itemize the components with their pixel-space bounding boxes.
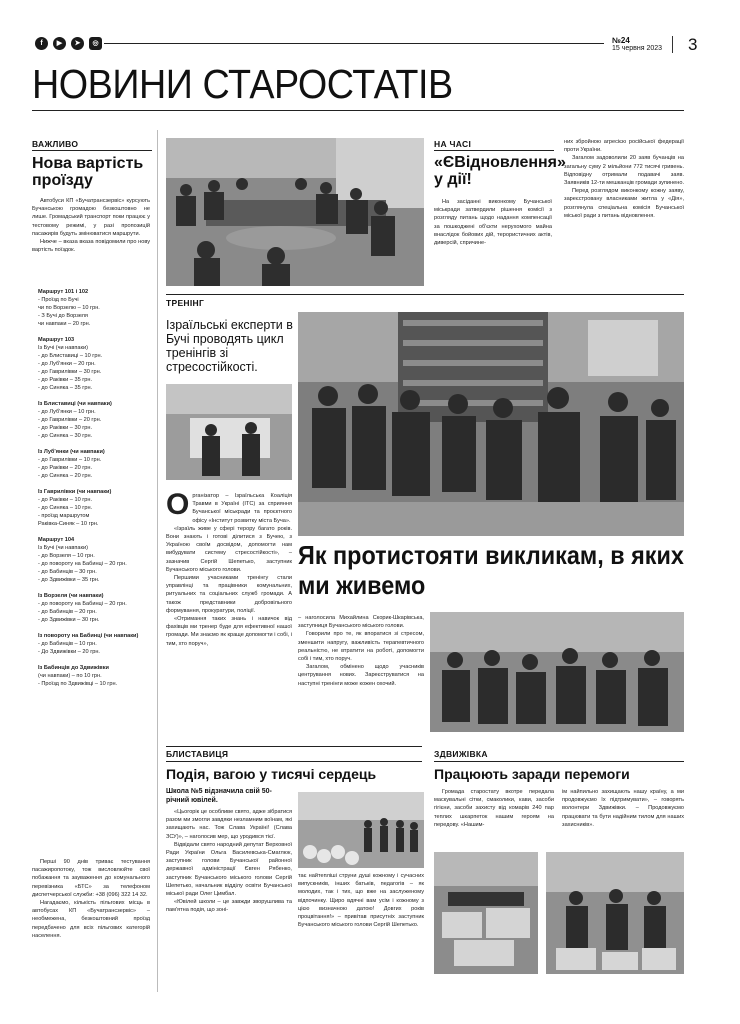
- route-line: - до Здвижівки – 30 грн.: [38, 617, 100, 623]
- training-lead: Ізраїльські експерти в Бучі проводять цикл тренінгів зі стресостійкості.: [166, 318, 293, 374]
- route-line: - до Луб'янки – 10 грн.: [38, 409, 96, 415]
- route-line: - до Бабинців – 10 грн.: [38, 641, 97, 647]
- paragraph: Громада старостату вкотре передала маскувальні сітки, смаколики, кави, засоби гігієни, засоби захисту від комарів 240 пар теплих шкарпеток нашим героям на передову. «Нашим-: [434, 789, 554, 828]
- route-line: - Проїзд по Здвижівці – 10 грн.: [38, 681, 118, 687]
- route-line: - до Раківки – 10 грн.: [38, 497, 93, 503]
- photo-volunteers-group: [546, 852, 684, 974]
- route-line: - до Бабинців – 30 грн.: [38, 569, 97, 575]
- school-col1: [166, 808, 292, 915]
- section-rule: [166, 294, 684, 295]
- route-line: - до повороту на Бабинці – 20 грн.: [38, 561, 127, 567]
- volunteers-col1: [434, 788, 554, 829]
- route-line: чи по Ворзелю – 10 грн.: [38, 305, 100, 311]
- route-title: Із повороту на Бабинці (чи навпаки): [38, 633, 139, 639]
- route-line: чи навпаки – 20 грн.: [38, 321, 91, 327]
- drop-cap: О: [166, 488, 190, 521]
- header-divider: [672, 36, 673, 53]
- masthead: НОВИНИ СТАРОСТАТІВ: [32, 61, 453, 107]
- route-line: - до Раківки – 20 грн.: [38, 465, 93, 471]
- photo-school-anniversary: [298, 792, 424, 868]
- route-title: Маршрут 104: [38, 537, 75, 543]
- route-line: Із Бучі (чи навпаки): [38, 345, 88, 351]
- issue-date: 15 червня 2023: [612, 45, 663, 52]
- section-rule: [166, 761, 422, 762]
- headline-school: Подія, вагою у тисячі сердець: [166, 766, 377, 782]
- route-title: Із Ворзеля (чи навпаки): [38, 593, 104, 599]
- paragraph: На засіданні виконкому Бучанської міськради затвердили рішення комісії з розгляду питань щодо надання компенсації за пошкоджені об'єкти нерухомого майна внаслідок бойових дій, терористичних актів, диверсій, спричине-: [434, 199, 552, 247]
- route-line: (чи навпаки) – по 10 грн.: [38, 673, 102, 679]
- vidnovlennia-col1: [434, 198, 552, 247]
- paragraph: тає найтепліші струни душі кожному і сучасних випускників, інших батьків, педагогів – як молодих, так і тих, що вже на заслуженому відпочинку. Щиро вдячні вам усім і кожному з цією визначною датою! Довгих років процвітання!» – привітав присутніх заступник Бучанського міського голови Сергій Шепетько.: [298, 873, 424, 929]
- section-label-trening: ТРЕНІНГ: [166, 298, 205, 308]
- page-number: 3: [688, 35, 698, 54]
- route-line: - до Раківки – 35 грн.: [38, 377, 93, 383]
- route-title: Маршрут 103: [38, 337, 75, 343]
- fare-intro: [32, 197, 150, 254]
- paragraph: «Цьогорік це особливе свято, адже зібратися разом ми змогли завдяки незламним воїнам, які захищають нас. Тож Слава Україні! (Слава ЗСУ)», – наголосив мер, що уродився тієї.: [166, 809, 292, 840]
- section-rule: [32, 150, 152, 151]
- route-line: - до Синяка – 35 грн.: [38, 385, 93, 391]
- facebook-icon[interactable]: f: [35, 37, 48, 50]
- route-line: - до Гаврилівки – 20 грн.: [38, 417, 102, 423]
- section-rule: [166, 746, 422, 747]
- section-rule: [434, 150, 554, 151]
- photo-trainers: [166, 384, 292, 480]
- route-line: - до Бабинців – 20 грн.: [38, 609, 97, 615]
- headline-fare: Нова вартість проїзду: [32, 155, 144, 189]
- route-line: - З Бучі до Ворзеля: [38, 313, 88, 319]
- photo-training-audience: [298, 312, 684, 536]
- route-line: - до Синяка – 30 грн.: [38, 433, 93, 439]
- route-line: - до Здвижівки – 35 грн.: [38, 577, 100, 583]
- route-line: - до Луб'янки – 20 грн.: [38, 361, 96, 367]
- paragraph: Відвідали свято народний депутат Верховної Ради України Ольга Василевська-Смаглюк, заступник голови Бучанської районної державної адміністрації Євген Рябенко, заступник Бучанського міського голови Сергій Шепетько, начальник відділу освіти Бучанської міської ради Олег Цимбал.: [166, 841, 292, 898]
- training-col1: [166, 488, 292, 648]
- photo-training-group: [430, 612, 684, 732]
- paragraph: Перед розглядом виконкому кожну заяву, зареєстровану власниками житла у «Дія», розглянула спеціальна комісія Бучанської міської ради з питань відновлення.: [564, 188, 684, 219]
- issue-number: №24: [612, 36, 630, 45]
- fare-routes: [38, 288, 156, 688]
- paragraph: рганізатор – Ізраїльська Коаліція Травми в Україні (ІТС) за сприяння Бучанської міськради та проєктного офісу «Інститут розвитку міста Буча».: [192, 493, 292, 524]
- route-line: - проїзд маршрутом: [38, 513, 90, 519]
- headline-training: Як протистояти викликам, в яких ми живемо: [298, 540, 684, 600]
- route-line: - до Синяка – 20 грн.: [38, 473, 93, 479]
- masthead-rule: [32, 110, 684, 111]
- paragraph: ім найпильно захищають нашу країну, а ми продовжуємо їх підтримувати», – говорять волонтери Здвижівки. – Продовжуємо працювати та бути надійним тилом для наших захисників».: [562, 789, 684, 828]
- route-line: Із Бучі (чи навпаки): [38, 545, 88, 551]
- paragraph: них збройною агресією російської федерації проти України.: [564, 139, 684, 154]
- route-line: - до Гаврилівки – 30 грн.: [38, 369, 102, 375]
- route-title: Із Бабинців до Здвижівки: [38, 665, 109, 671]
- paragraph: Загалом задоволили 20 заяв бучанців на загальну суму 2 мільйони 772 тисячі гривень. Відповідну отримали подавачі заяв. Заявників 12-ти мешканців громади зупинено.: [564, 155, 685, 187]
- route-line: - до Синяка – 10 грн.: [38, 505, 93, 511]
- vidnovlennia-col2: [564, 138, 684, 220]
- section-label-na-chasi: НА ЧАСІ: [434, 139, 472, 149]
- school-subhead: Школа №5 відзначила свій 50-річний ювілей.: [166, 788, 272, 804]
- headline-vidnovlennia: «ЄВідновлення» у дії!: [434, 154, 566, 188]
- section-label-vazhlyvo: ВАЖЛИВО: [32, 139, 79, 149]
- route-line: - до Блиставиці – 10 грн.: [38, 353, 103, 359]
- route-line: - До Здвижівки – 20 грн.: [38, 649, 100, 655]
- paragraph: Говорили про те, як впоратися зі стресом, зменшити напругу, важливість терапевтичного реальністю, не втратити на роботі, допомогти собі і тим, хто поруч.: [298, 631, 424, 663]
- fare-outro: [32, 858, 150, 940]
- column-divider: [157, 130, 158, 992]
- photo-volunteer-boxes: [434, 852, 538, 974]
- headline-volunteers: Працюють заради перемоги: [434, 766, 630, 782]
- route-line: - до Раківки – 30 грн.: [38, 425, 93, 431]
- paragraph: «Ювілей школи – це завжди зворушлива та пам'ятна подія, що зоні-: [166, 899, 292, 914]
- route-line: - до Ворзеля – 10 грн.: [38, 553, 95, 559]
- paragraph: Першими учасниками тренінгу стали управлінці та працівники комунальних, ритуальних та соціальних служб громади. А також представники добровільного формування, прокуратури, поліції.: [166, 575, 292, 614]
- school-col2: [298, 872, 424, 929]
- header-rule: [104, 43, 604, 44]
- paragraph: Нагадаємо, кількість пільгових місць в автобусах КП «Бучатрансзервіс» – необмежена, безкоштовний проїзд передбачено для всіх пільгових категорій населення.: [32, 900, 150, 939]
- photo-council-meeting: [166, 138, 424, 286]
- section-rule: [434, 761, 684, 762]
- route-line: - Проїзд по Бучі: [38, 297, 79, 303]
- route-title: Із Гаврилівки (чи навпаки): [38, 489, 112, 495]
- telegram-icon[interactable]: ➤: [71, 37, 84, 50]
- route-line: - до Гаврилівки – 10 грн.: [38, 457, 102, 463]
- volunteers-col2: [562, 788, 684, 829]
- paragraph: Автобуси КП «Бучатрансзервіс» курсують Бучанською громадою безкоштовно не лише. Громадський транспорт поки працює у тестовому режимі, у разі пропозицій пасажирів будуть змінюватися маршрути.: [32, 198, 150, 237]
- paragraph: Нижче – вказа вказа повідомили про нову вартість поїздок.: [32, 239, 150, 254]
- paragraph: Загалом, обмінено щодо учасників центрування нових. Зареєструватися на наступні тренінги може кожен охочий.: [298, 664, 424, 687]
- instagram-icon[interactable]: ◎: [89, 37, 102, 50]
- paragraph: – наголосила Михайлина Скорик-Шкарівська, заступниця Бучанського міського голови.: [298, 615, 424, 630]
- section-label-zdvyzhivka: ЗДВИЖІВКА: [434, 749, 488, 759]
- paragraph: Перші 90 днів триває тестування пасажиропотоку, тож висловлюйте свої побажання та зауваження до комунального перевізника «БТС» за телефоном диспетчерської служби: +38 (096) 322 14 32.: [32, 859, 150, 898]
- route-title: Із Блиставиці (чи навпаки): [38, 401, 112, 407]
- section-label-blystavytsia: БЛИСТАВИЦЯ: [166, 749, 229, 759]
- paragraph: «Ізраїль живе у сфері терору багато років. Вони знають і готові ділитися з Бучею, з Україною своїм досвідом, допомогти нам вибудувати систему стресостійкості», – зазначив Сергій Шепетько, заступник Бучанського міського голови.: [166, 525, 292, 573]
- training-col2: [298, 614, 424, 688]
- route-title: Маршрут 101 і 102: [38, 289, 89, 295]
- route-title: Із Луб'янки (чи навпаки): [38, 449, 105, 455]
- paragraph: «Отримання таких знань і навичок від фахівців ми тренер буде для ефективної нашої громади. Ми знаємо як краще допомогти і собі, і тим, хто поруч»,: [166, 616, 292, 647]
- route-line: - до повороту на Бабинці – 20 грн.: [38, 601, 127, 607]
- route-line: Раківка-Синяк – 10 грн.: [38, 521, 99, 527]
- youtube-icon[interactable]: ▶: [53, 37, 66, 50]
